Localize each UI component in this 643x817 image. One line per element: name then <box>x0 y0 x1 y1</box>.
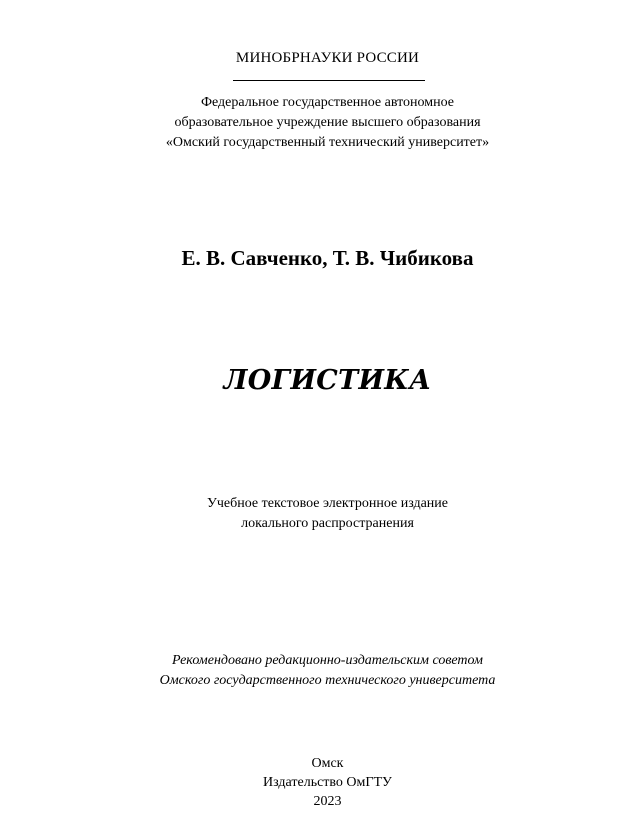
institution-line-1: Федеральное государственное автономное <box>200 95 455 110</box>
ministry-underline-divider <box>233 80 425 81</box>
imprint-year: 2023 <box>313 794 342 809</box>
recommendation-line-2: Омского государственного технического университета <box>159 673 496 688</box>
book-title: ЛОГИСТИКА <box>223 365 432 396</box>
edition-line-1: Учебное текстовое электронное издание <box>206 496 449 511</box>
institution-line-3: «Омский государственный технический университет» <box>165 135 490 150</box>
institution-line-2: образовательное учреждение высшего образования <box>174 115 481 130</box>
authors: Е. В. Савченко, Т. В. Чибикова <box>181 246 474 270</box>
imprint-city: Омск <box>311 756 344 771</box>
edition-line-2: локального распространения <box>241 516 414 531</box>
ministry-name: МИНОБРНАУКИ РОССИИ <box>235 50 420 66</box>
recommendation-line-1: Рекомендовано редакционно-издательским советом <box>172 653 483 668</box>
imprint-publisher: Издательство ОмГТУ <box>263 775 392 790</box>
